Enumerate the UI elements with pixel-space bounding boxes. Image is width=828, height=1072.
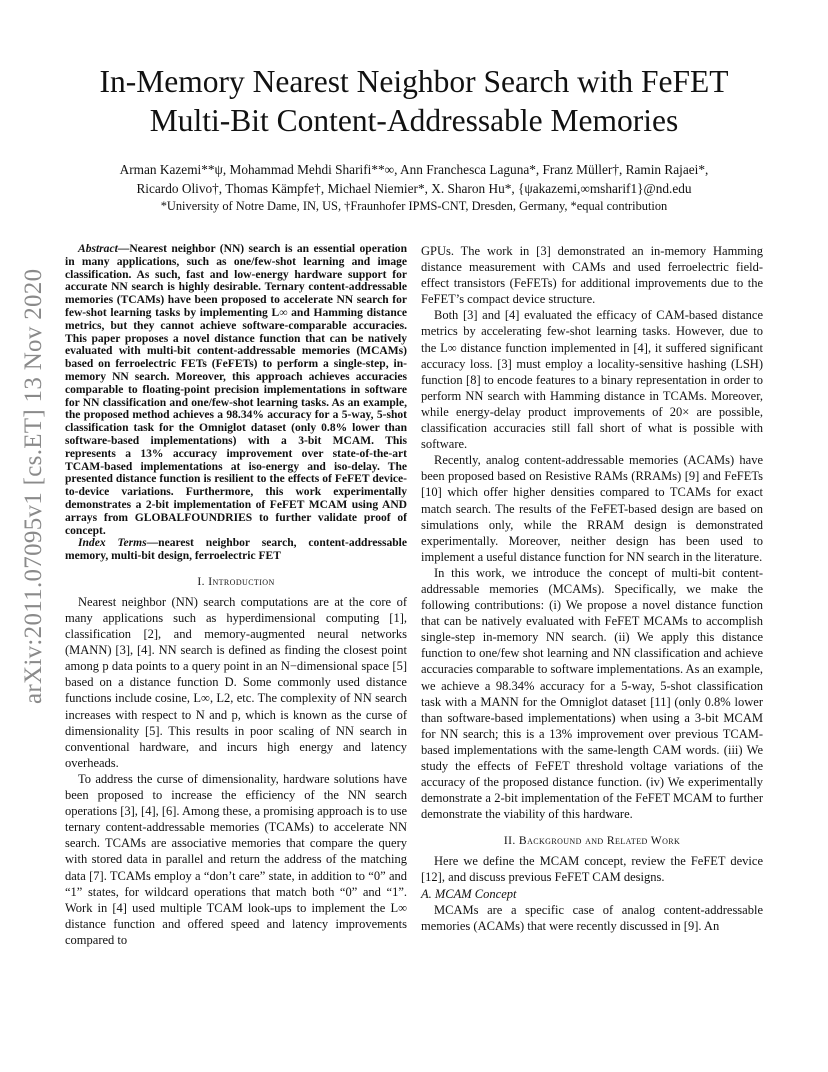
title-line-2: Multi-Bit Content-Addressable Memories bbox=[149, 103, 679, 138]
section-heading-background: II. Background and Related Work bbox=[503, 834, 681, 848]
background-paragraph-2: MCAMs are a specific case of analog content-addressable memories (ACAMs) that were recently discussed in [9]. An bbox=[421, 902, 763, 933]
background-paragraph-1: Here we define the MCAM concept, review the FeFET device [12], and discuss previous FeFET CAM designs. bbox=[421, 854, 763, 885]
intro-paragraph-2: To address the curse of dimensionality, hardware solutions have been proposed to increase the efficiency of the NN search operations [3], [4], [6]. Among these, a promising approach is to use ternary content-addressable memories (TCAMs) to accelerate NN search. TCAMs are associative memories that compare the query with stored data in parallel and return the address of the matching data [7]. TCAMs employ a “don’t care” state, in addition to “0” and “1” states, for wildcard operations that match both “0” and “1”. Work in [4] used multiple TCAM look-ups to implement the L∞ distance function and offered speed and latency improvements compared to bbox=[65, 771, 407, 947]
left-column bbox=[65, 243, 407, 948]
index-terms-label: Index Terms bbox=[78, 537, 147, 550]
arxiv-identifier-text: arXiv:2011.07095v1 [cs.ET] 13 Nov 2020 bbox=[20, 268, 47, 704]
intro-paragraph-3: GPUs. The work in [3] demonstrated an in-memory Hamming distance measurement with CAMs and used ferroelectric field-effect transistors (FeFETs) for additional improvements due to the FeFET’s compact device structure. bbox=[421, 244, 763, 307]
right-column bbox=[421, 243, 763, 934]
intro-paragraph-6: In this work, we introduce the concept of multi-bit content-addressable memories (MCAMs). Specifically, we make the following contributions: (i) We propose a novel distance function that can be natively evaluated with FeFET MCAMs to accomplish single-step in-memory NN search. (ii) We apply this distance function to one/few shot learning and NN classification and achieve accuracies comparable to software implementations. As an example, we achieve a 98.34% accuracy for a 5-way, 5-shot classification task with a MANN for the Omniglot dataset [11] (only 0.8% lower than software-based implementations) when using a 3-bit MCAM for NN search; this is a 13% improvement over previous TCAM-based implementations with the same-length CAM words. (iii) We study the effects of FeFET threshold voltage variations of the accuracy of the proposed distance function. (iv) We experimentally demonstrate a 2-bit implementation of the FeFET MCAM to further demonstrate the viability of this hardware. bbox=[421, 565, 763, 822]
section-heading-introduction: I. Introduction bbox=[197, 574, 275, 588]
authors-line-1: Arman Kazemi**ψ, Mohammad Mehdi Sharifi**∞, Ann Franchesca Laguna*, Franz Müller†, Ramin Rajaei*, bbox=[119, 162, 709, 177]
abstract-text: —Nearest neighbor (NN) search is an essential operation in many applications, such as one/few-shot learning and image classification. As such, fast and low-energy hardware support for accurate NN search is highly desirable. Ternary content-addressable memories (TCAMs) have been proposed to accelerate NN search for few-shot learning tasks by implementing L∞ and Hamming distance metrics, but they cannot achieve software-comparable accuracies. This paper proposes a novel distance function that can be natively evaluated with multi-bit content-addressable memories (MCAMs) based on ferroelectric FETs (FeFETs) to perform a single-step, in-memory NN search. Moreover, this approach achieves accuracies comparable to floating-point precision implementations in software for NN classification and one/few-shot learning tasks. As an example, the proposed method achieves a 98.34% accuracy for a 5-way, 5-shot classification task for the Omniglot dataset (only 0.8% lower than software-based implementations) with a 3-bit MCAM. This represents a 13% accuracy improvement over state-of-the-art TCAM-based implementations at iso-energy and iso-delay. The presented distance function is resilient to the effects of FeFET device-to-device variations. Furthermore, this work experimentally demonstrates a 2-bit implementation of FeFET MCAM using AND arrays from GLOBALFOUNDRIES to further validate proof of concept. bbox=[65, 243, 407, 537]
intro-paragraph-1: Nearest neighbor (NN) search computations are at the core of many applications such as hyperdimensional computing [1], classification [2], and memory-augmented neural networks (MANN) [3], [4]. NN search is defined as finding the closest point among p data points to a query point in an N−dimensional space [5] based on a distance function D. Some commonly used distance functions include cosine, L∞, L2, etc. The complexity of NN search increases with respect to N and p, which is known as the curse of dimensionality [5]. This results in poor scaling of NN search in conventional hardware, and incurs high energy and latency overheads. bbox=[65, 594, 407, 770]
intro-paragraph-4: Both [3] and [4] evaluated the efficacy of CAM-based distance metrics by accelerating few-shot learning tasks. However, due to the L∞ distance function implemented in [4], it suffered significant accuracy loss. [3] must employ a locality-sensitive hashing (LSH) function [8] to encode features to a binary representation in order to perform NN search with Hamming distance in TCAMs. Moreover, while energy-delay product improvements of 20× are possible, classification accuracies still fall short of what is possible with software. bbox=[421, 308, 763, 452]
author-list bbox=[70, 160, 758, 198]
authors-line-2: Ricardo Olivo†, Thomas Kämpfe†, Michael Niemier*, X. Sharon Hu*, {ψakazemi,∞msharif1}@nd.edu bbox=[136, 181, 692, 196]
subsection-heading-mcam-concept: A. MCAM Concept bbox=[421, 886, 517, 901]
arxiv-identifier-stamp[interactable] bbox=[14, 268, 58, 704]
paper-title bbox=[60, 62, 768, 140]
abstract bbox=[65, 243, 407, 537]
abstract-label: Abstract bbox=[78, 243, 118, 255]
index-terms bbox=[65, 537, 407, 563]
title-line-1: In-Memory Nearest Neighbor Search with FeFET bbox=[99, 64, 729, 99]
affiliations: *University of Notre Dame, IN, US, †Fraunhofer IPMS-CNT, Dresden, Germany, *equal contribution bbox=[160, 199, 668, 213]
index-terms-text: —nearest neighbor search, content-addressable memory, multi-bit design, ferroelectric FET bbox=[65, 537, 408, 563]
intro-paragraph-5: Recently, analog content-addressable memories (ACAMs) have been proposed based on Resistive RAMs (RRAMs) [9] and FeFETs [10] which offer higher densities compared to TCAMs for exact match search. The results of the FeFET-based design are based on simulations only, while the RRAM design is demonstrated experimentally. Moreover, neither design has been used to implement a useful distance function for NN search in the literature. bbox=[421, 453, 763, 564]
